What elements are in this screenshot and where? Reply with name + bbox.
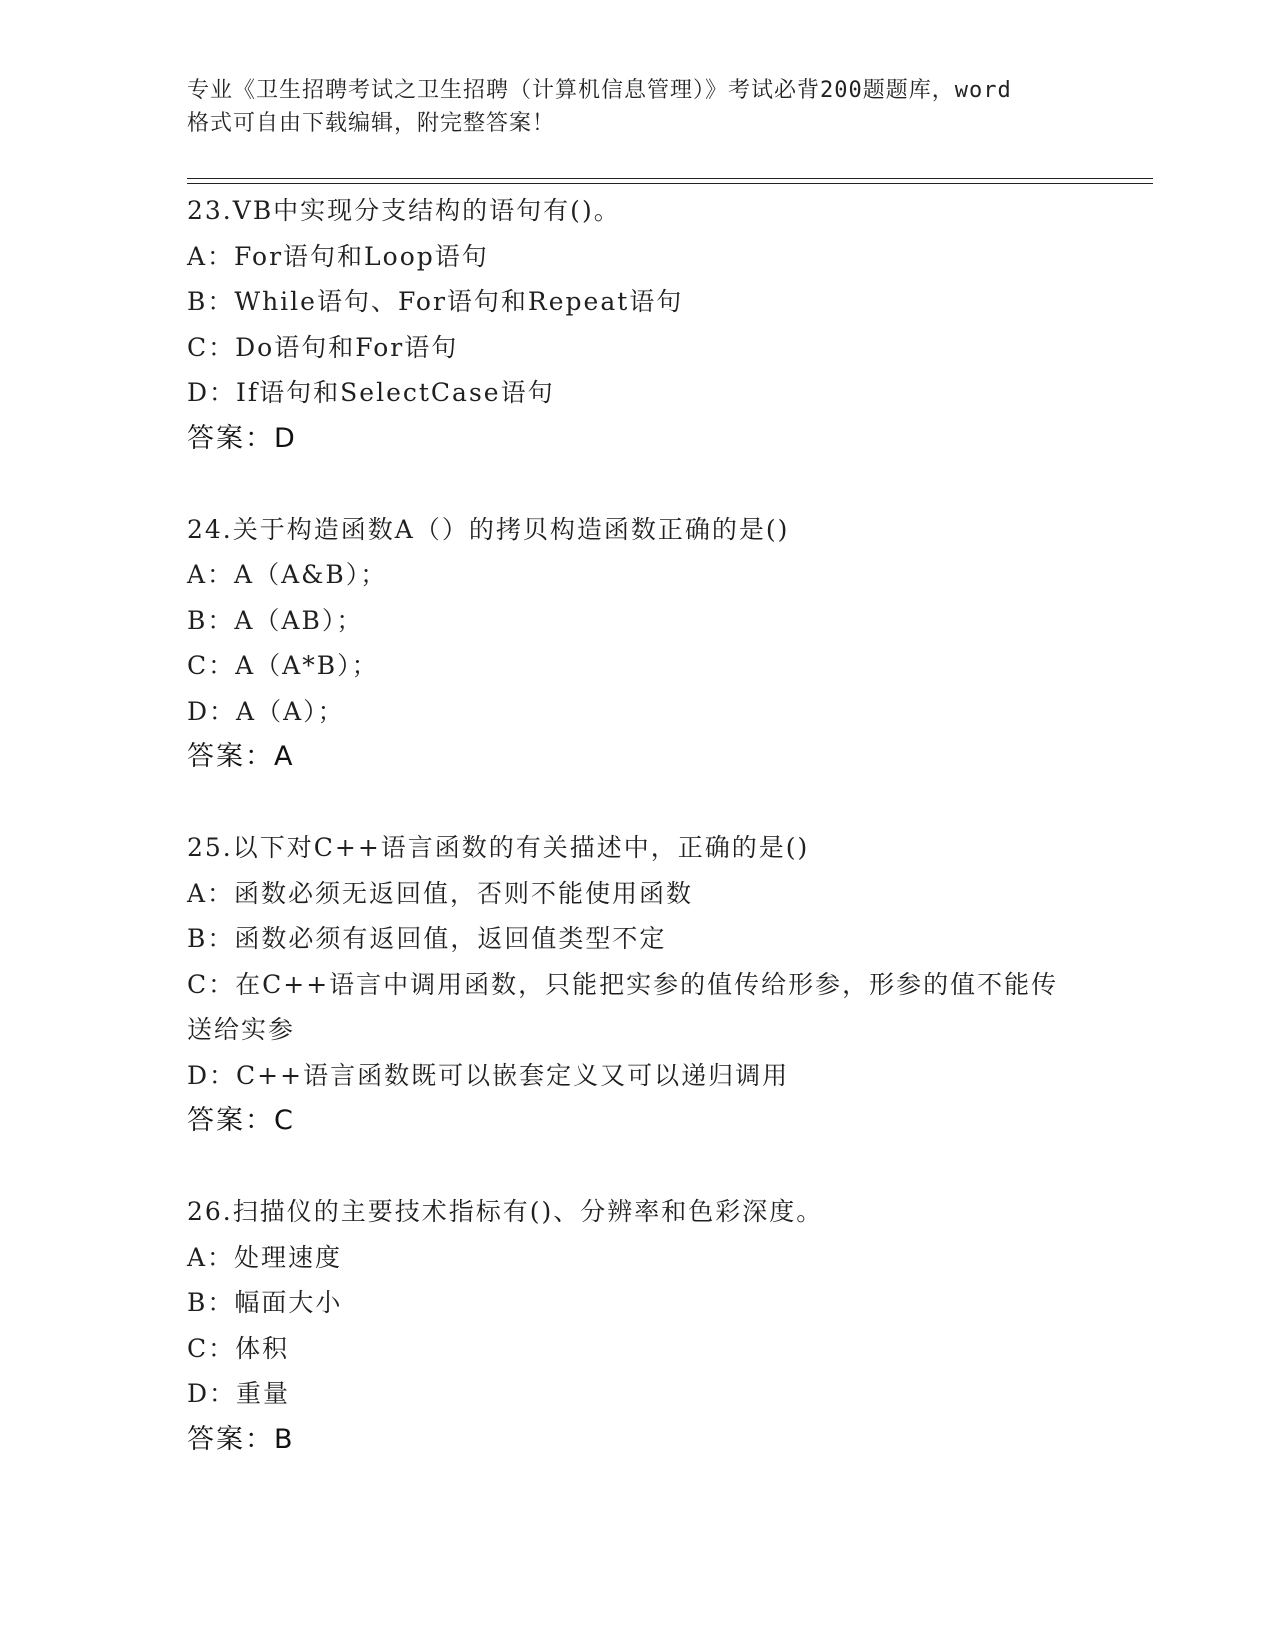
option-d: D：重量 [187, 1379, 291, 1408]
option-a: A：A（A&B）； [187, 560, 388, 589]
header-line-2: 格式可自由下载编辑，附完整答案！ [187, 111, 556, 136]
option-b: B：A（AB）； [187, 605, 364, 635]
option-d: D：A（A）； [187, 696, 345, 726]
option-b: B：函数必须有返回值，返回值类型不定 [187, 924, 667, 953]
question-item [187, 1189, 1087, 1462]
question-stem: 23.VB中实现分支结构的语句有()。 [187, 196, 621, 225]
option-b: B：While语句、For语句和Repeat语句 [187, 287, 684, 316]
question-stem: 26.扫描仪的主要技术指标有()、分辨率和色彩深度。 [187, 1197, 824, 1226]
answer-line: 答案：C [187, 1105, 295, 1136]
question-list [187, 188, 1087, 1462]
question-item [187, 507, 1087, 780]
answer-line: 答案：D [187, 422, 297, 454]
document-header [187, 74, 1087, 140]
question-spacer [187, 461, 1087, 507]
option-c: C：A（A*B）； [187, 651, 379, 680]
question-spacer [187, 1144, 1087, 1190]
option-c: C：体积 [187, 1333, 290, 1363]
option-c: C：Do语句和For语句 [187, 332, 459, 362]
option-b: B：幅面大小 [187, 1288, 343, 1317]
option-d: D：If语句和SelectCase语句 [187, 378, 555, 407]
option-a: A：处理速度 [187, 1242, 343, 1272]
question-stem: 24.关于构造函数A（）的拷贝构造函数正确的是() [187, 514, 790, 544]
question-item [187, 188, 1087, 461]
option-d: D：C++语言函数既可以嵌套定义又可以递归调用 [187, 1060, 790, 1090]
question-spacer [187, 780, 1087, 826]
option-a: A：函数必须无返回值，否则不能使用函数 [187, 878, 694, 908]
answer-line: 答案：B [187, 1423, 295, 1455]
question-stem: 25.以下对C++语言函数的有关描述中，正确的是() [187, 833, 810, 862]
option-a: A：For语句和Loop语句 [187, 241, 489, 271]
header-line-1: 专业《卫生招聘考试之卫生招聘（计算机信息管理）》考试必背200题题库，word [187, 78, 1012, 103]
header-divider-top [187, 178, 1153, 179]
question-item [187, 825, 1087, 1144]
answer-line: 答案：A [187, 741, 295, 772]
option-c: C：在C++语言中调用函数，只能把实参的值传给形参，形参的值不能传送给实参 [187, 969, 1059, 1044]
header-divider-bottom [187, 183, 1153, 184]
